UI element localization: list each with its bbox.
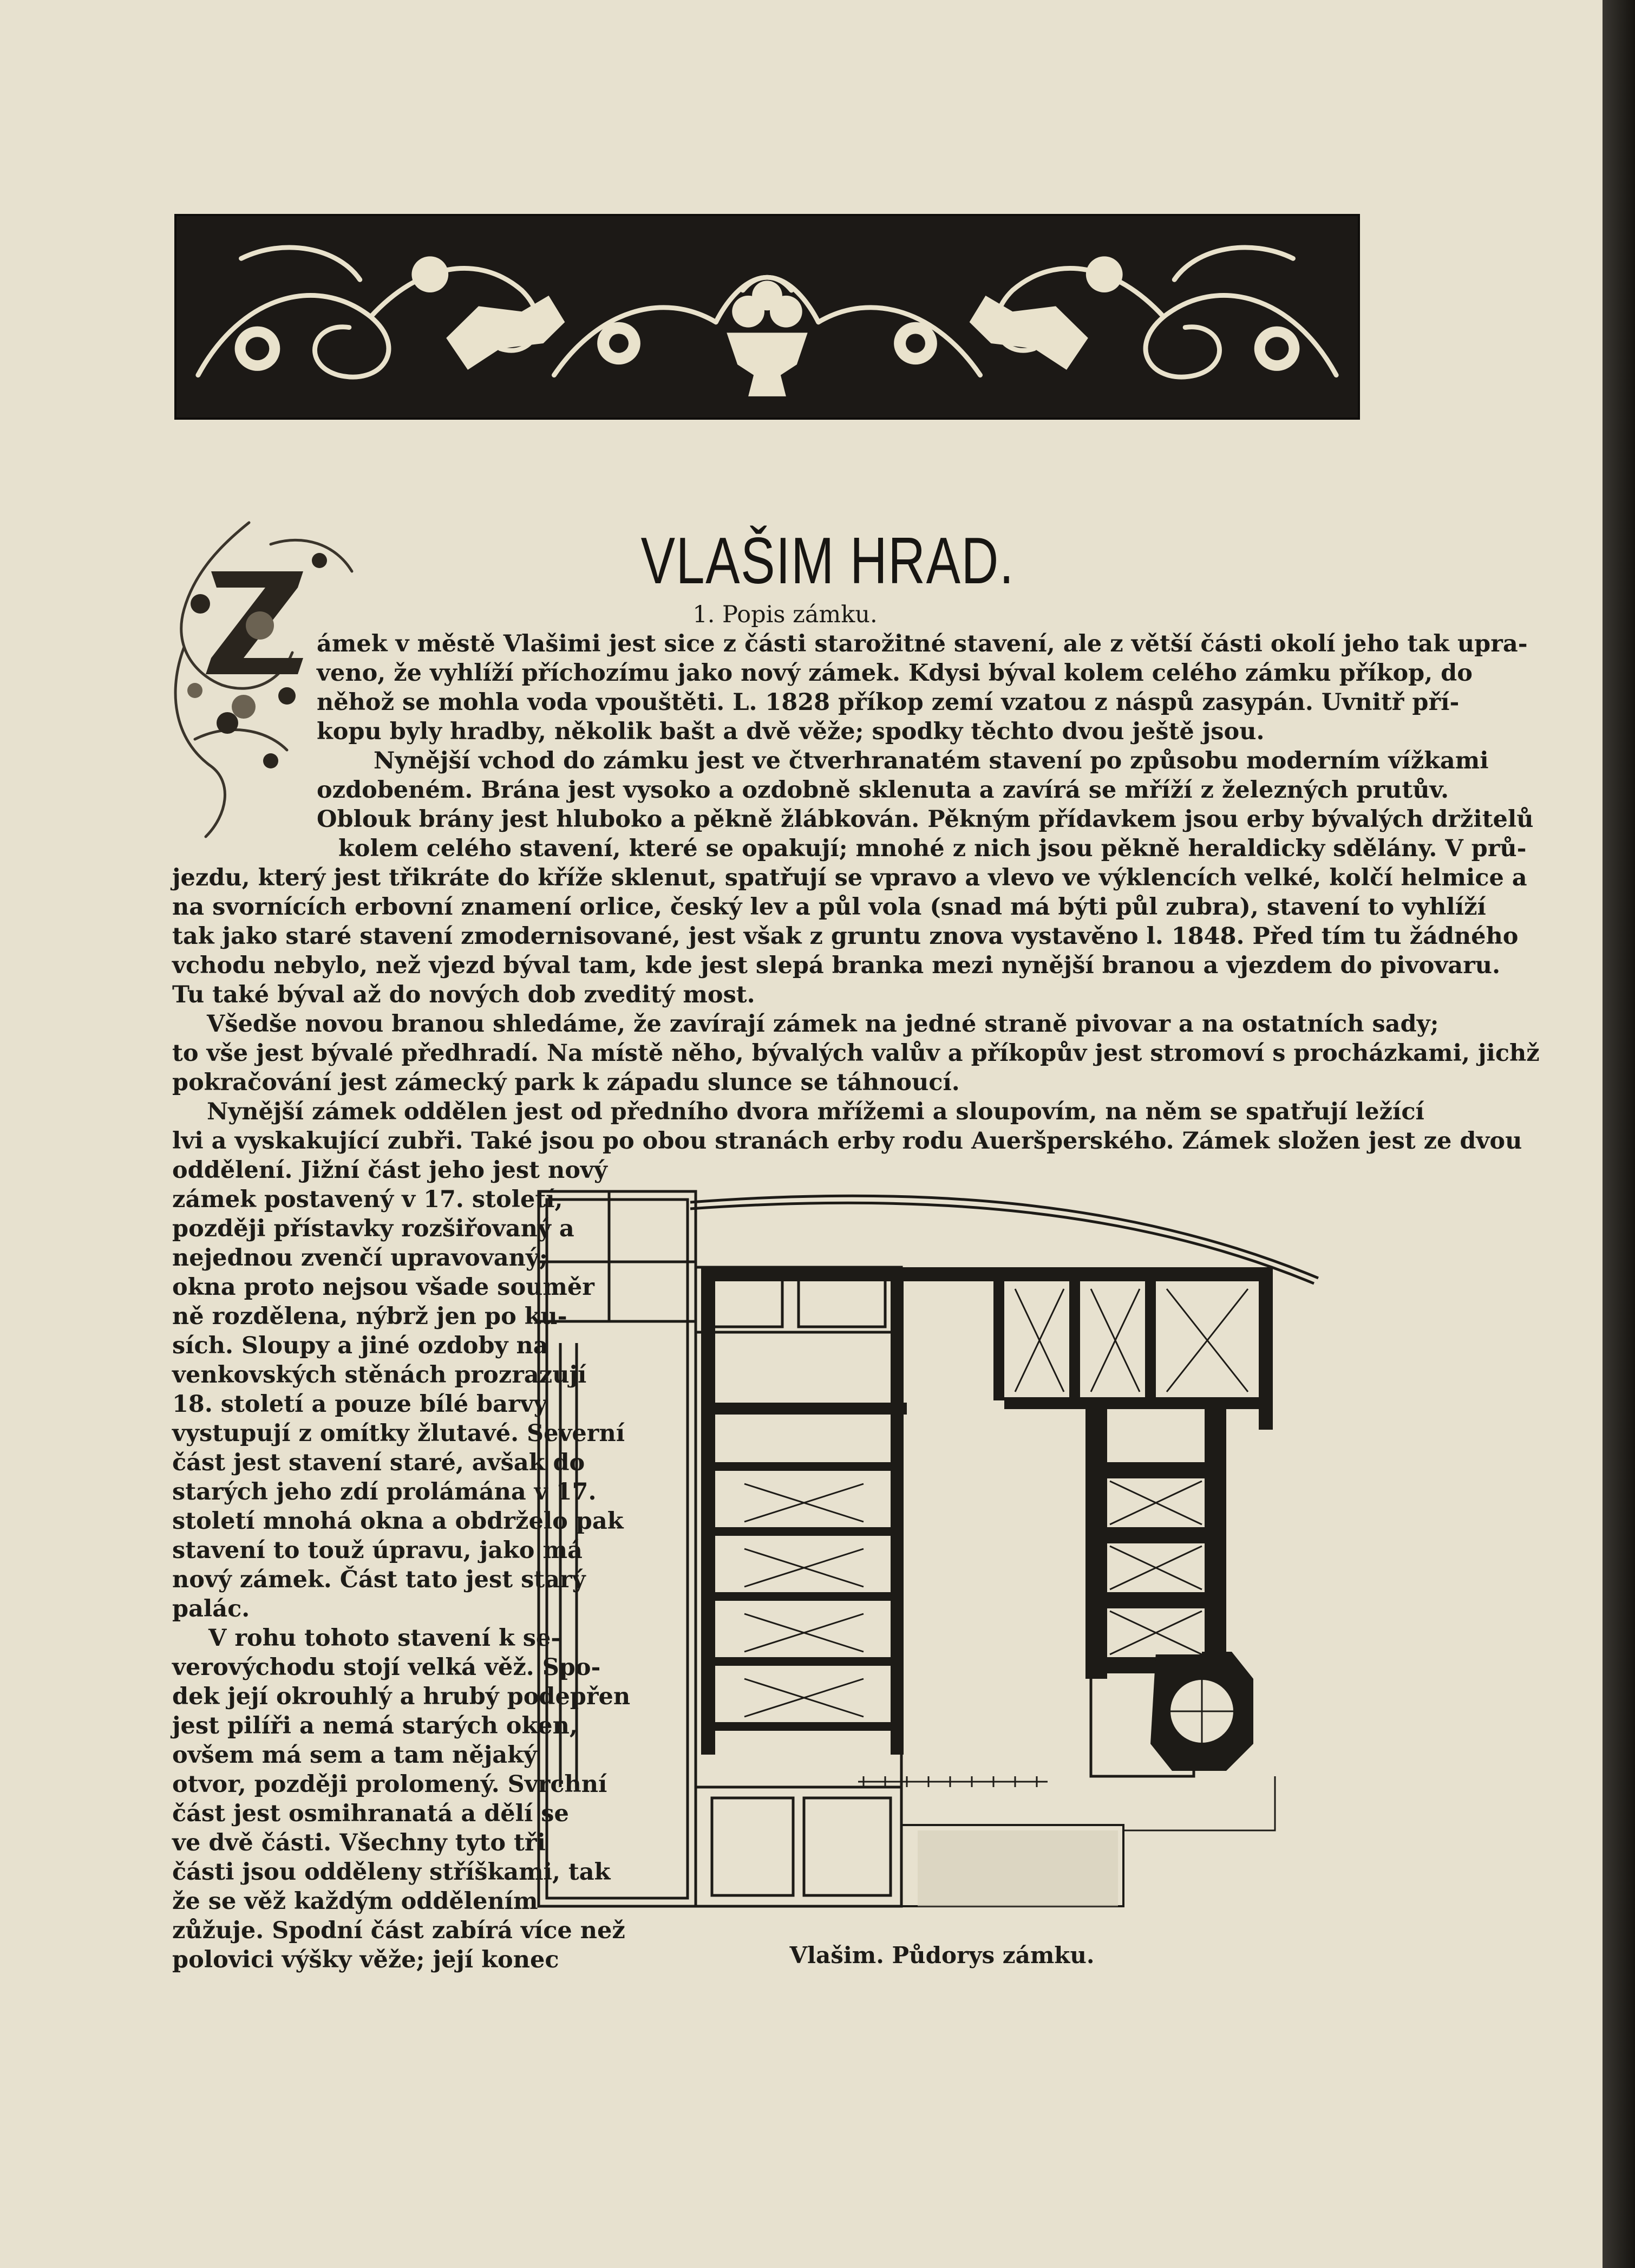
body-line: ámek v městě Vlašimi jest sice z části starožitné stavení, ale z větší části okolí jeho tak upra- bbox=[317, 630, 1528, 657]
page-title: VLAŠIM HRAD. bbox=[640, 524, 1015, 597]
castle-floor-plan-icon bbox=[528, 1181, 1332, 1936]
column-line: vystupují z omítky žlutavé. Severní bbox=[172, 1420, 625, 1447]
column-line: V rohu tohoto stavení k se- bbox=[208, 1625, 561, 1652]
column-line: 18. století a pouze bílé barvy bbox=[172, 1391, 547, 1418]
body-line: pokračování jest zámecký park k západu slunce se táhnoucí. bbox=[172, 1069, 960, 1096]
column-line: sích. Sloupy a jiné ozdoby na bbox=[172, 1332, 548, 1359]
column-line: verovýchodu stojí velká věž. Spo- bbox=[172, 1654, 601, 1681]
body-line: kolem celého stavení, které se opakují; mnohé z nich jsou pěkně heraldicky sdělány. V prů- bbox=[338, 835, 1527, 862]
body-line: Nynější vchod do zámku jest ve čtverhranatém stavení po způsobu moderním vížkami bbox=[374, 747, 1489, 774]
body-line: to vše jest bývalé předhradí. Na místě něho, bývalých valův a příkopův jest stromoví s procházkami, jichž bbox=[172, 1040, 1540, 1067]
column-line: stavení to touž úpravu, jako má bbox=[172, 1537, 583, 1564]
page-edge-shadow bbox=[1603, 0, 1635, 2268]
body-line: něhož se mohla voda vpouštěti. L. 1828 příkop zemí vzatou z náspů zasypán. Uvnitř pří- bbox=[317, 689, 1460, 716]
column-line: část jest stavení staré, avšak do bbox=[172, 1449, 585, 1476]
ornamental-banner-icon bbox=[174, 214, 1360, 420]
column-line: oddělení. Jižní část jeho jest nový bbox=[172, 1157, 607, 1184]
section-heading: 1. Popis zámku. bbox=[692, 601, 878, 628]
body-line: vchodu nebylo, než vjezd býval tam, kde jest slepá branka mezi nynější branou a vjezdem do pivovaru. bbox=[172, 952, 1501, 979]
column-line: dek její okrouhlý a hrubý podepřen bbox=[172, 1683, 631, 1710]
column-line: že se věž každým oddělením bbox=[172, 1888, 538, 1915]
column-line: okna proto nejsou všade souměr bbox=[172, 1274, 594, 1301]
column-line: zámek postavený v 17. století, bbox=[172, 1186, 563, 1213]
body-line: jezdu, který jest třikráte do kříže sklenut, spatřují se vpravo a vlevo ve výklencích velké, kolčí helmice a bbox=[172, 864, 1527, 891]
column-line: nový zámek. Část tato jest starý bbox=[172, 1566, 586, 1593]
body-line: tak jako staré stavení zmodernisované, jest však z gruntu znova vystavěno l. 1848. Před tím tu žádného bbox=[172, 923, 1519, 950]
column-line: části jsou odděleny stříškami, tak bbox=[172, 1859, 611, 1886]
body-line: Všedše novou branou shledáme, že zavírají zámek na jedné straně pivovar a na ostatních sady; bbox=[207, 1011, 1439, 1038]
body-line: Tu také býval až do nových dob zveditý most. bbox=[172, 981, 755, 1008]
body-line: veno, že vyhlíží příchozímu jako nový zámek. Kdysi býval kolem celého zámku příkop, do bbox=[317, 660, 1473, 687]
plan-caption: Vlašim. Půdorys zámku. bbox=[789, 1942, 1095, 1969]
body-line: na svornících erbovní znamení orlice, český lev a půl vola (snad má býti půl zubra), stavení to vyhlíží bbox=[172, 894, 1486, 921]
column-line: otvor, později prolomený. Svrchní bbox=[172, 1771, 607, 1798]
column-line: století mnohá okna a obdrželo pak bbox=[172, 1508, 624, 1535]
column-line: venkovských stěnách prozrazují bbox=[172, 1361, 587, 1389]
column-line: později přístavky rozšiřovaný a bbox=[172, 1215, 574, 1242]
column-line: palác. bbox=[172, 1595, 250, 1622]
column-line: ně rozdělena, nýbrž jen po ku- bbox=[172, 1303, 567, 1330]
column-line: část jest osmihranatá a dělí se bbox=[172, 1800, 569, 1827]
column-line: ovšem má sem a tam nějaký bbox=[172, 1742, 537, 1769]
body-line: Oblouk brány jest hluboko a pěkně žlábkován. Pěkným přídavkem jsou erby bývalých držitelů bbox=[317, 806, 1534, 833]
column-line: starých jeho zdí prolámána v 17. bbox=[172, 1478, 597, 1506]
column-line: jest pilíři a nemá starých oken, bbox=[172, 1712, 578, 1739]
column-line: nejednou zvenčí upravovaný; bbox=[172, 1244, 548, 1272]
body-line: kopu byly hradby, několik bašt a dvě věže; spodky těchto dvou ještě jsou. bbox=[317, 718, 1265, 745]
column-line: ve dvě části. Všechny tyto tři bbox=[172, 1829, 546, 1856]
column-line: zůžuje. Spodní část zabírá více než bbox=[172, 1917, 625, 1944]
body-line: Nynější zámek oddělen jest od předního dvora mřížemi a sloupovím, na něm se spatřují ležící bbox=[207, 1098, 1424, 1125]
body-line: ozdobeném. Brána jest vysoko a ozdobně sklenuta a zavírá se mříží z železných prutův. bbox=[317, 777, 1449, 804]
column-line: polovici výšky věže; její konec bbox=[172, 1946, 559, 1973]
body-line: lvi a vyskakující zubři. Také jsou po obou stranách erby rodu Aueršperského. Zámek složen jest ze dvou bbox=[172, 1128, 1522, 1155]
